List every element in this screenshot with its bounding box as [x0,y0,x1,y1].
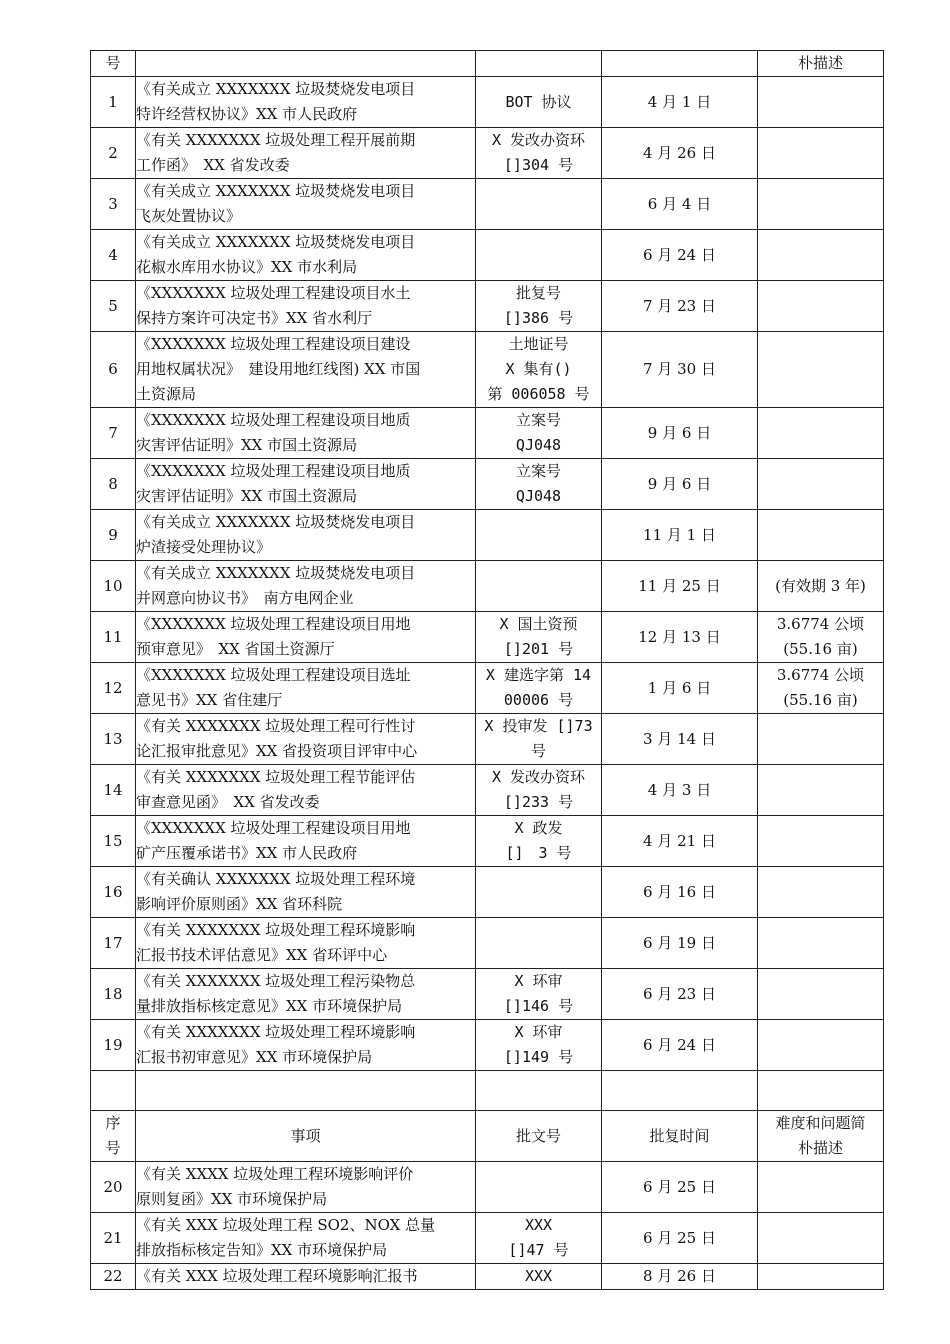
num-cell: 6 [91,332,136,408]
note-cell [758,77,884,128]
cell-line: 《有关成立 XXXXXXX 垃圾焚烧发电项目 [136,80,416,98]
date-cell: 9 月 6 日 [602,459,758,510]
num-cell: 7 [91,408,136,459]
ref-cell [476,281,602,332]
ref-cell [476,1213,602,1264]
cell-line: []233 号 [503,793,574,811]
item-cell [136,867,476,918]
cell-line: 《XXXXXXX 垃圾处理工程建设项目地质 [136,462,411,480]
note-cell [758,459,884,510]
cell-line: 灾害评估证明》XX 市国土资源局 [136,487,358,505]
note-cell [758,179,884,230]
date-cell: 9 月 6 日 [602,408,758,459]
cell-line: 《有关 XXXXXXX 垃圾处理工程环境影响 [136,1023,416,1041]
table-row [91,408,884,459]
item-cell [136,1213,476,1264]
ref-cell [476,867,602,918]
cell-line: 并网意向协议书》 南方电网企业 [136,589,354,607]
cell-line: X 集有() [505,360,572,378]
cell-line: 《XXXXXXX 垃圾处理工程建设项目选址 [136,666,411,684]
cell-line: 《有关 XXXXXXX 垃圾处理工程开展前期 [136,131,416,149]
cell-line: 朴描述 [797,1139,843,1157]
table-row [91,663,884,714]
ref-cell [476,612,602,663]
table-row [91,510,884,561]
cell-line: 《有关 XXXX 垃圾处理工程环境影响评价 [136,1165,414,1183]
table-row [91,281,884,332]
cell-line: []47 号 [508,1241,569,1259]
cell-line: 量排放指标核定意见》XX 市环境保护局 [136,997,403,1015]
date-cell: 6 月 16 日 [602,867,758,918]
cell-line: 《有关成立 XXXXXXX 垃圾焚烧发电项目 [136,233,416,251]
cell-line: 矿产压覆承诺书》XX 市人民政府 [136,844,358,862]
num-cell: 5 [91,281,136,332]
table-row [91,1264,884,1290]
table-row [91,332,884,408]
cell-line: XXX [524,1216,553,1234]
cell-line: BOT 协议 [505,92,572,111]
cell-line: 土资源局 [136,385,197,403]
ref-cell [476,918,602,969]
ref-cell [476,714,602,765]
table-row [91,1020,884,1071]
date-cell: 3 月 14 日 [602,714,758,765]
date-cell: 6 月 4 日 [602,179,758,230]
ref-cell [476,408,602,459]
cell-line: 影响评价原则函》XX 省环科院 [136,895,343,913]
cell-line: 《有关 XXX 垃圾处理工程环境影响汇报书 [136,1267,418,1285]
ref-cell [476,1162,602,1213]
num-cell: 17 [91,918,136,969]
date-cell: 6 月 25 日 [602,1162,758,1213]
cell-line: X 建选字第 14 [485,666,592,684]
ref-cell [476,969,602,1020]
cell-line: X 环审 [514,1023,563,1041]
cell-line: 第 006058 号 [487,385,590,403]
item-cell [136,969,476,1020]
num-cell: 2 [91,128,136,179]
item-cell [136,612,476,663]
num-cell: 18 [91,969,136,1020]
cell-line: 汇报书技术评估意见》XX 省环评中心 [136,946,388,964]
cell-line: []386 号 [503,309,574,327]
cell-line: 用地权属状况》 建设用地红线图) XX 市国 [136,360,421,378]
date-cell: 11 月 25 日 [602,561,758,612]
ref-cell [476,230,602,281]
cell-line: (55.16 亩) [783,640,858,658]
cell-line: 3.6774 公顷 [776,615,865,633]
note-cell [758,510,884,561]
cell-line: 《有关确认 XXXXXXX 垃圾处理工程环境 [136,870,416,888]
cell-line: 原则复函》XX 市环境保护局 [136,1190,328,1208]
cell-line: 《XXXXXXX 垃圾处理工程建设项目地质 [136,411,411,429]
item-cell [136,816,476,867]
ref-cell [476,663,602,714]
cell-line: 排放指标核定告知》XX 市环境保护局 [136,1241,388,1259]
section-header-ref-cell: 批文号 [476,1111,602,1162]
item-cell [136,765,476,816]
cell-line: 3.6774 公顷 [776,666,865,684]
cell-line: 难度和问题简 [775,1114,866,1132]
cell-line: []146 号 [503,997,574,1015]
item-cell [136,510,476,561]
empty-row [91,1071,884,1111]
cell-line: []201 号 [503,640,574,658]
note-cell [758,663,884,714]
table-row [91,1162,884,1213]
cell-line: 意见书》XX 省住建厅 [136,691,283,709]
cell-line: 《有关成立 XXXXXXX 垃圾焚烧发电项目 [136,513,416,531]
item-cell [136,561,476,612]
item-cell [136,1162,476,1213]
note-cell [758,918,884,969]
note-cell [758,281,884,332]
note-cell [758,969,884,1020]
ref-cell [476,561,602,612]
table-row [91,816,884,867]
date-cell [602,1071,758,1111]
cell-line: 《有关 XXXXXXX 垃圾处理工程可行性讨 [136,717,416,735]
cell-line: 号 [105,1139,121,1157]
num-cell: 19 [91,1020,136,1071]
cell-line: X 发改办资环 [491,768,586,786]
cell-line: 《有关 XXXXXXX 垃圾处理工程环境影响 [136,921,416,939]
cell-line: X 环审 [514,972,563,990]
note-cell [758,612,884,663]
header-note-cell: 朴描述 [758,51,884,77]
table-row [91,867,884,918]
cell-line: 花椒水库用水协议》XX 市水利局 [136,258,358,276]
header-date-cell [602,51,758,77]
ref-cell [476,1264,602,1290]
date-cell: 4 月 3 日 [602,765,758,816]
date-cell: 8 月 26 日 [602,1264,758,1290]
ref-cell [476,510,602,561]
note-cell [758,867,884,918]
cell-line: 灾害评估证明》XX 市国土资源局 [136,436,358,454]
cell-line: 批复号 [515,284,561,302]
cell-line: []149 号 [503,1048,574,1066]
note-cell [758,1071,884,1111]
note-cell [758,1162,884,1213]
section-header-date-cell: 批复时间 [602,1111,758,1162]
table-row [91,561,884,612]
cell-line: 《有关成立 XXXXXXX 垃圾焚烧发电项目 [136,564,416,582]
ref-cell [476,459,602,510]
num-cell: 15 [91,816,136,867]
note-cell [758,332,884,408]
cell-line: 论汇报审批意见》XX 省投资项目评审中心 [136,742,418,760]
cell-line: 《有关成立 XXXXXXX 垃圾焚烧发电项目 [136,182,416,200]
num-cell: 11 [91,612,136,663]
table-row [91,765,884,816]
cell-line: 特许经营权协议》XX 市人民政府 [136,105,358,123]
item-cell [136,1020,476,1071]
section-header-row [91,1111,884,1162]
cell-line: 《XXXXXXX 垃圾处理工程建设项目用地 [136,615,411,633]
cell-line: 预审意见》 XX 省国土资源厅 [136,640,335,658]
ref-cell [476,765,602,816]
table-row [91,77,884,128]
num-cell: 10 [91,561,136,612]
cell-line: 汇报书初审意见》XX 市环境保护局 [136,1048,373,1066]
cell-line: XXX [524,1267,553,1285]
note-cell [758,128,884,179]
table-row [91,612,884,663]
cell-line: []304 号 [503,156,574,174]
item-cell [136,714,476,765]
cell-line: X 发改办资环 [491,131,586,149]
ref-cell [476,77,602,128]
date-cell: 1 月 6 日 [602,663,758,714]
ref-cell [476,816,602,867]
cell-line: 《有关 XXXXXXX 垃圾处理工程污染物总 [136,972,416,990]
cell-line: (有效期 3 年) [775,576,866,595]
date-cell: 4 月 1 日 [602,77,758,128]
date-cell: 6 月 23 日 [602,969,758,1020]
table-row [91,230,884,281]
date-cell: 4 月 21 日 [602,816,758,867]
cell-line: 00006 号 [503,691,574,709]
cell-line: 《XXXXXXX 垃圾处理工程建设项目建设 [136,335,411,353]
cell-line: 工作函》 XX 省发改委 [136,156,290,174]
date-cell: 6 月 24 日 [602,1020,758,1071]
header-num-cell: 号 [91,51,136,77]
num-cell: 22 [91,1264,136,1290]
date-cell: 6 月 19 日 [602,918,758,969]
cell-line: QJ048 [515,487,562,505]
num-cell: 12 [91,663,136,714]
note-cell [758,561,884,612]
num-cell: 21 [91,1213,136,1264]
approval-table [90,50,884,1290]
cell-line: 保持方案许可决定书》XX 省水利厅 [136,309,373,327]
date-cell: 7 月 23 日 [602,281,758,332]
item-cell [136,128,476,179]
cell-line: 炉渣接受处理协议》 [136,538,272,556]
cell-line: 序 [105,1114,121,1132]
table-row [91,714,884,765]
date-cell: 4 月 26 日 [602,128,758,179]
note-cell [758,230,884,281]
section-header-item-cell: 事项 [136,1111,476,1162]
ref-cell [476,1071,602,1111]
table-row [91,969,884,1020]
table-row [91,918,884,969]
num-cell [91,1071,136,1111]
cell-line: X 政发 [514,819,563,837]
cell-line: X 国土资预 [499,615,578,633]
item-cell [136,408,476,459]
item-cell [136,332,476,408]
section-header-num-cell [91,1111,136,1162]
header-item-cell [136,51,476,77]
cell-line: 土地证号 [508,335,569,353]
cell-line: 号 [530,742,546,760]
num-cell: 3 [91,179,136,230]
table-row [91,459,884,510]
note-cell [758,714,884,765]
cell-line: 《XXXXXXX 垃圾处理工程建设项目水土 [136,284,411,302]
num-cell: 1 [91,77,136,128]
ref-cell [476,128,602,179]
item-cell [136,230,476,281]
num-cell: 9 [91,510,136,561]
cell-line: 《有关 XXXXXXX 垃圾处理工程节能评估 [136,768,416,786]
table-row [91,128,884,179]
cell-line: QJ048 [515,436,562,454]
note-cell [758,408,884,459]
date-cell: 7 月 30 日 [602,332,758,408]
item-cell [136,918,476,969]
table-row [91,1213,884,1264]
item-cell [136,459,476,510]
note-cell [758,1264,884,1290]
cell-line: 立案号 [515,462,561,480]
section-header-note-cell [758,1111,884,1162]
item-cell [136,77,476,128]
note-cell [758,1213,884,1264]
cell-line: (55.16 亩) [783,691,858,709]
num-cell: 8 [91,459,136,510]
date-cell: 11 月 1 日 [602,510,758,561]
num-cell: 20 [91,1162,136,1213]
cell-line: 立案号 [515,411,561,429]
note-cell [758,765,884,816]
item-cell [136,1071,476,1111]
num-cell: 16 [91,867,136,918]
item-cell [136,1264,476,1290]
item-cell [136,281,476,332]
ref-cell [476,332,602,408]
header-ref-cell [476,51,602,77]
note-cell [758,1020,884,1071]
item-cell [136,663,476,714]
top-header-row [91,51,884,77]
ref-cell [476,1020,602,1071]
cell-line: 《XXXXXXX 垃圾处理工程建设项目用地 [136,819,411,837]
num-cell: 14 [91,765,136,816]
cell-line: 《有关 XXX 垃圾处理工程 SO2、NOX 总量 [136,1216,436,1234]
date-cell: 12 月 13 日 [602,612,758,663]
cell-line: 飞灰处置协议》 [136,207,242,225]
date-cell: 6 月 24 日 [602,230,758,281]
num-cell: 4 [91,230,136,281]
table-row [91,179,884,230]
date-cell: 6 月 25 日 [602,1213,758,1264]
approval-table-body [91,51,884,1290]
item-cell [136,179,476,230]
ref-cell [476,179,602,230]
num-cell: 13 [91,714,136,765]
cell-line: [] 3 号 [505,844,572,862]
cell-line: X 投审发 []73 [484,717,593,735]
cell-line: 审查意见函》 XX 省发改委 [136,793,320,811]
note-cell [758,816,884,867]
